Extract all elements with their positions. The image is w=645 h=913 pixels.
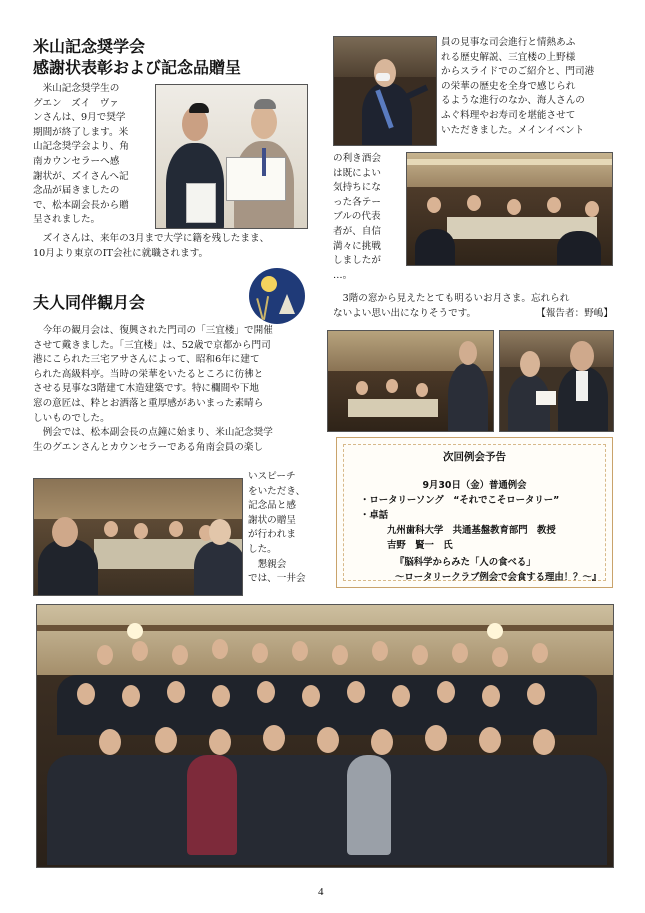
page-number: 4 bbox=[318, 886, 324, 898]
text-line: からスライドでのご紹介と、門司港 bbox=[441, 66, 595, 78]
certificate-presentation-photo bbox=[155, 84, 308, 229]
text-line: 生のグエンさんとカウンセラーである角南会員の楽し bbox=[33, 441, 264, 453]
text-line: 3階の窓から見えたとても明るいお月さま。忘れられ bbox=[342, 293, 570, 304]
text-line: 懇親会 bbox=[257, 558, 287, 570]
text-line: 謝状が、ズイさんへ記 bbox=[33, 170, 129, 182]
text-line: グエン ズイ ヴァ bbox=[33, 97, 119, 109]
next-meeting-notice bbox=[336, 437, 613, 588]
next-meeting-song: ・ロータリーソング “それでこそロータリー” bbox=[360, 495, 560, 506]
scholarship-text-full bbox=[33, 232, 311, 261]
text-line: いスピーチ bbox=[248, 471, 296, 482]
text-line: 期間が終了します。米 bbox=[33, 126, 129, 138]
text-line: 米山記念奨学生の bbox=[42, 83, 120, 94]
text-line: しいものでした。 bbox=[33, 412, 110, 424]
text-line: れる歴史解説、三宜楼の上野様 bbox=[441, 51, 576, 63]
moon-party-right-end-text bbox=[333, 292, 617, 321]
text-line: ズイさんは、来年の3月まで大学に籍を残したまま、 bbox=[42, 233, 270, 244]
speech-topic-line1: 『脳科学からみた「人の食べる」 bbox=[395, 557, 536, 568]
text-line: した。 bbox=[248, 543, 277, 555]
text-line: で、松本副会長から贈 bbox=[33, 199, 129, 211]
text-line: させて戴きました。「三宜楼」は、52歳で京都から門司 bbox=[33, 339, 271, 351]
speaker-name: 吉野 賢一 氏 bbox=[387, 540, 453, 551]
text-line: いただきました。メインイベント bbox=[441, 124, 585, 136]
text-line: は既によい bbox=[333, 167, 381, 179]
text-line: 謝状の贈呈 bbox=[248, 514, 296, 526]
scholarship-title-line1: 米山記念奨学会 bbox=[33, 37, 146, 56]
text-line: 港にこられた三宅アサさんによって、昭和6年に建て bbox=[33, 354, 260, 366]
speech-topic-line2: ～ロータリークラブ例会で会食する理由！？～』 bbox=[395, 572, 602, 583]
moon-party-title: 夫人同伴観月会 bbox=[33, 293, 146, 312]
text-line: るような進行のなか、海人さんの bbox=[441, 95, 585, 107]
moon-party-right-top-text bbox=[441, 36, 621, 138]
text-line: しましたが bbox=[333, 255, 381, 267]
text-line: 10月より東京のIT会社に就職されます。 bbox=[33, 247, 209, 259]
reporter-credit: 【報告者：野嶋】 bbox=[536, 307, 613, 319]
sake-tasting-photo bbox=[406, 152, 613, 266]
group-photo bbox=[36, 604, 614, 868]
award-speech-photo bbox=[499, 330, 614, 432]
text-line: させる見事な3階建て木造建築です。特に欄間や下地 bbox=[33, 383, 259, 395]
text-line: 記念品と感 bbox=[248, 500, 296, 512]
scholarship-text-narrow bbox=[33, 82, 151, 228]
next-meeting-speech-label: ・卓話 bbox=[360, 510, 389, 521]
text-line: 気持ちにな bbox=[333, 182, 381, 194]
text-line: 例会では、松本副会長の点鐘に始まり、米山記念奨学 bbox=[42, 427, 273, 439]
text-line: ンさんは、9月で奨学 bbox=[33, 112, 126, 124]
text-line: ふぐ料理やお寿司を堪能させて bbox=[441, 109, 576, 121]
text-line: 山記念奨学会より、角 bbox=[33, 141, 129, 153]
text-line: が行われま bbox=[248, 529, 296, 541]
text-line: ないよい思い出になりそうです。 bbox=[333, 307, 477, 319]
mc-speaking-photo bbox=[333, 36, 437, 146]
moon-viewing-emblem-icon bbox=[249, 268, 305, 324]
text-line: の利き酒会 bbox=[333, 153, 381, 164]
moon-party-text-narrow bbox=[248, 470, 312, 587]
text-line: 呈されました。 bbox=[33, 214, 101, 226]
text-line: 南カウンセラーへ感 bbox=[33, 155, 120, 167]
text-line: られた高級料亭。当時の栄華をいたるところに彷彿と bbox=[33, 368, 264, 380]
text-line: 今年の観月会は、復興された門司の「三宜楼」で開催 bbox=[42, 325, 273, 336]
text-line: 念品が届きましたの bbox=[33, 185, 120, 197]
text-line: では、一井会 bbox=[248, 573, 306, 585]
banquet-hall-photo bbox=[33, 478, 243, 596]
text-line: 満々に挑戦 bbox=[333, 240, 381, 252]
text-line: の栄華の歴史を全身で感じられ bbox=[441, 80, 576, 92]
text-line: 員の見事な司会進行と情熱あふ bbox=[441, 37, 576, 48]
text-line: 者が、自信 bbox=[333, 225, 381, 237]
moon-party-paragraph1 bbox=[33, 324, 311, 455]
text-line: …。 bbox=[333, 269, 353, 281]
next-meeting-date: 9月30日（金）普通例会 bbox=[422, 480, 527, 491]
text-line: ブルの代表 bbox=[333, 211, 381, 223]
text-line: をいただき、 bbox=[248, 485, 306, 497]
next-meeting-heading: 次回例会予告 bbox=[443, 451, 506, 463]
scholarship-title-line2: 感謝状表彰および記念品贈呈 bbox=[33, 58, 242, 77]
text-line: 窓の意匠は、粋とお洒落と重厚感があいまった素晴ら bbox=[33, 397, 264, 409]
speaker-affiliation: 九州歯科大学 共通基盤教育部門 教授 bbox=[387, 525, 556, 536]
text-line: った各テー bbox=[333, 196, 381, 208]
moon-party-right-narrow-text bbox=[333, 152, 405, 283]
member-speech-photo bbox=[327, 330, 494, 432]
